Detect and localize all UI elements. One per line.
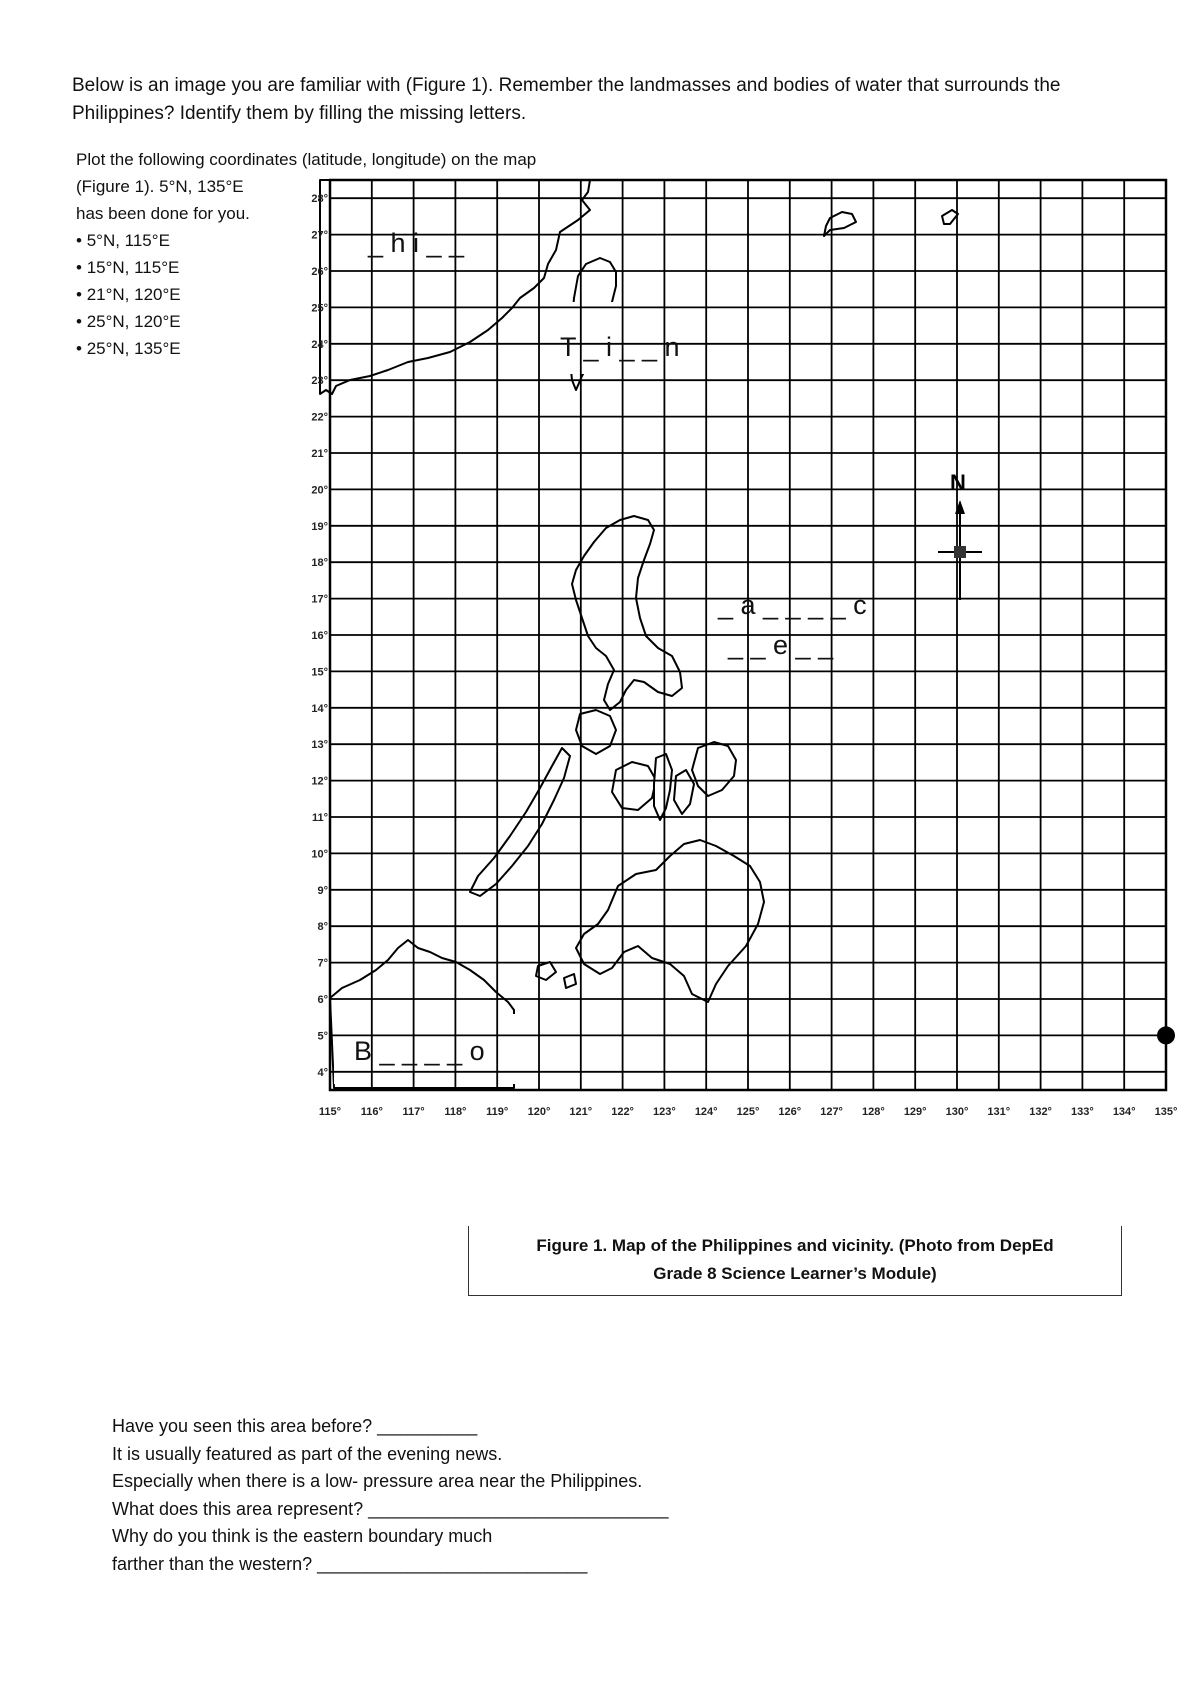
- latitude-label: 17°: [311, 593, 328, 606]
- latitude-label: 20°: [311, 484, 328, 497]
- latitude-label: 6°: [317, 994, 328, 1006]
- sulu-island: [564, 974, 576, 988]
- coordinate-item: • 25°N, 135°E: [76, 335, 636, 362]
- puzzle-china: _ h i _ _: [368, 228, 465, 258]
- longitude-label: 118°: [444, 1106, 467, 1118]
- longitude-label: 122°: [611, 1106, 634, 1118]
- latitude-label: 22°: [311, 411, 328, 424]
- coordinate-item: • 15°N, 115°E: [76, 254, 636, 281]
- visayas-island: [612, 762, 656, 810]
- latitude-label: 14°: [311, 702, 328, 715]
- question-line-6[interactable]: farther than the western? ___________________________: [112, 1553, 588, 1574]
- longitude-label: 133°: [1071, 1106, 1094, 1118]
- longitude-label: 125°: [736, 1106, 760, 1118]
- longitude-label: 116°: [360, 1106, 383, 1118]
- ryukyu-island: [824, 212, 856, 236]
- instruction-line-1: Plot the following coordinates (latitude, longitude) on the map: [76, 150, 537, 169]
- plotted-point-5n-135e[interactable]: [1157, 1026, 1175, 1044]
- latitude-label: 21°: [311, 448, 328, 460]
- coordinate-item: • 25°N, 120°E: [76, 308, 636, 335]
- caption-line-1: Figure 1. Map of the Philippines and vicinity. (Photo from DepEd: [536, 1236, 1054, 1255]
- question-line-1[interactable]: Have you seen this area before? __________: [112, 1416, 478, 1436]
- question-line-4[interactable]: What does this area represent? ______________________________: [112, 1498, 669, 1519]
- longitude-label: 126°: [778, 1106, 802, 1118]
- philippines-grid-map[interactable]: [311, 180, 1180, 1220]
- luzon-island: [572, 516, 682, 710]
- latitude-label: 23°: [311, 375, 328, 388]
- longitude-label: 115°: [318, 1106, 342, 1118]
- latitude-label: 4°: [317, 1066, 328, 1079]
- latitude-label: 8°: [317, 921, 328, 934]
- latitude-label: 24°: [311, 338, 328, 351]
- longitude-label: 132°: [1029, 1106, 1052, 1118]
- coordinate-item: • 5°N, 115°E: [76, 227, 636, 254]
- latitude-label: 27°: [311, 229, 328, 242]
- caption-line-2: Grade 8 Science Learner’s Module): [653, 1264, 937, 1283]
- intro-paragraph: [72, 72, 1152, 128]
- visayas-island: [674, 770, 694, 814]
- latitude-label: 16°: [311, 630, 328, 642]
- latitude-label: 28°: [311, 193, 328, 206]
- figure-caption: [468, 1226, 1122, 1296]
- compass-label: N: [950, 470, 966, 495]
- longitude-label: 129°: [903, 1106, 927, 1118]
- longitude-label: 131°: [987, 1106, 1011, 1118]
- latitude-label: 25°: [311, 302, 328, 315]
- longitude-label: 128°: [862, 1106, 885, 1118]
- mindanao-island: [576, 840, 764, 1002]
- puzzle-borneo: B _ _ _ _ o: [354, 1036, 485, 1066]
- latitude-label: 15°: [311, 666, 328, 679]
- longitude-label: 124°: [694, 1106, 718, 1118]
- longitude-label: 123°: [653, 1106, 676, 1118]
- samar-island: [692, 742, 736, 796]
- intro-line-2: Philippines? Identify them by filling the missing letters.: [72, 103, 527, 124]
- longitude-label: 117°: [402, 1106, 425, 1118]
- latitude-label: 10°: [311, 848, 328, 861]
- latitude-label: 9°: [317, 884, 328, 897]
- compass-center: [954, 546, 966, 558]
- coordinate-item: • 21°N, 120°E: [76, 281, 636, 308]
- puzzle-taiwan: T _ i _ _ n: [560, 332, 680, 362]
- latitude-label: 5°: [317, 1030, 328, 1043]
- ryukyu-island: [942, 210, 958, 224]
- puzzle-pacific-line-2: _ _ e _ _: [728, 630, 834, 660]
- longitude-label: 130°: [945, 1106, 969, 1118]
- longitude-label: 120°: [527, 1106, 551, 1118]
- visayas-island: [654, 754, 672, 820]
- instruction-line-3: has been done for you.: [76, 204, 250, 223]
- mindoro-island: [576, 710, 616, 754]
- longitude-labels: [319, 1106, 1177, 1118]
- longitude-label: 121°: [569, 1106, 593, 1118]
- question-line-3: Especially when there is a low- pressure area near the Philippines.: [112, 1471, 643, 1491]
- puzzle-pacific-line-1: _ a _ _ _ _ c: [718, 590, 867, 620]
- latitude-label: 19°: [311, 520, 328, 533]
- longitude-label: 127°: [820, 1106, 843, 1118]
- question-line-5: Why do you think is the eastern boundary much: [112, 1526, 493, 1546]
- latitude-label: 18°: [311, 557, 328, 570]
- latitude-label: 11°: [311, 812, 328, 824]
- latitude-label: 12°: [311, 775, 328, 788]
- latitude-label: 13°: [311, 739, 328, 752]
- question-block: [112, 1413, 1012, 1578]
- longitude-label: 119°: [486, 1106, 509, 1118]
- longitude-label: 135°: [1154, 1106, 1178, 1118]
- latitude-label: 7°: [317, 957, 328, 970]
- longitude-label: 134°: [1112, 1106, 1136, 1118]
- intro-line-1: Below is an image you are familiar with (Figure 1). Remember the landmasses and bodies of water that surrounds the: [72, 75, 1061, 96]
- instruction-line-2: (Figure 1). 5°N, 135°E: [76, 177, 244, 196]
- palawan-island: [470, 748, 570, 896]
- question-line-2: It is usually featured as part of the evening news.: [112, 1443, 503, 1464]
- latitude-label: 26°: [311, 266, 328, 278]
